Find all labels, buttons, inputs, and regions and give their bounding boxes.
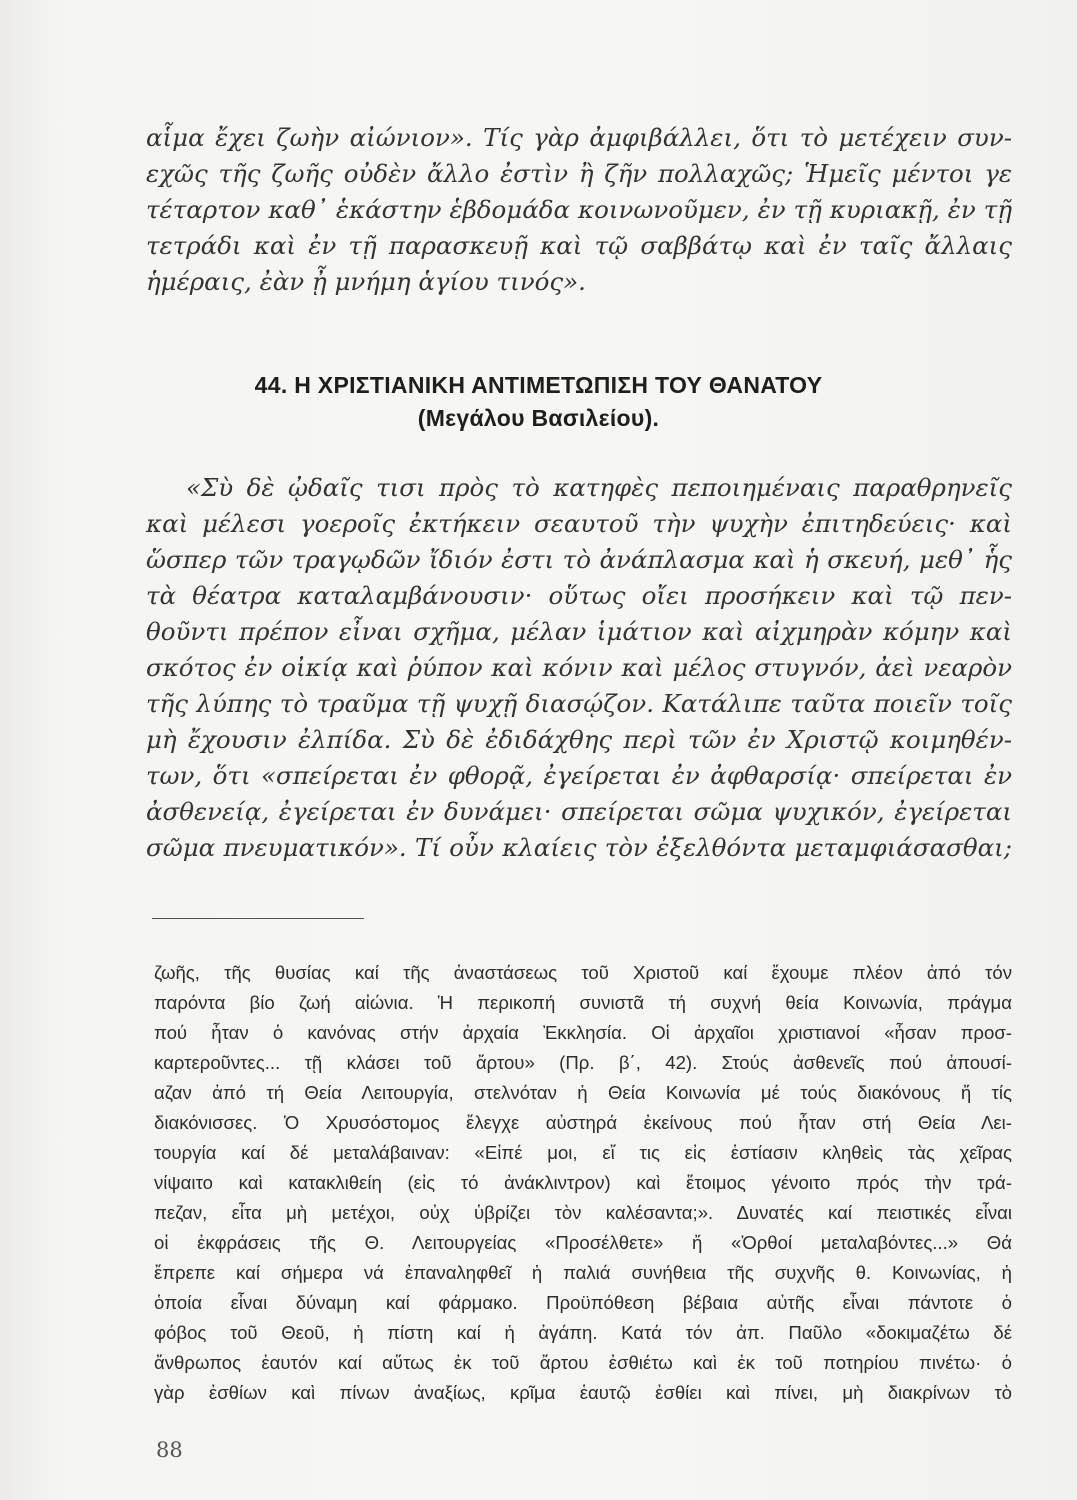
footnote-line: τουργία καί δέ μεταλάβαιναν: «Εἰπέ μοι, εἴ τις εἰς ἑστίασιν κληθεὶς τὰς χεῖρας bbox=[154, 1142, 1012, 1163]
text-line: «Σὺ δὲ ᾠδαῖς τισι πρὸς τὸ κατηφὲς πεποιημέναις παραθρηνεῖς bbox=[186, 473, 1012, 502]
section-heading: 44. Η ΧΡΙΣΤΙΑΝΙΚΗ ΑΝΤΙΜΕΤΩΠΙΣΗ ΤΟΥ ΘΑΝΑΤΟΥ bbox=[254, 372, 823, 398]
text-line: ἀσθενείᾳ, ἐγείρεται ἐν δυνάμει· σπείρεται σῶμα ψυχικόν, ἐγείρεται bbox=[146, 797, 1012, 826]
text-line: ὥσπερ τῶν τραγῳδῶν ἴδιόν ἐστι τὸ ἀνάπλασμα καὶ ἡ σκευή, μεθ᾿ ἧς bbox=[146, 545, 1012, 574]
footnote-line: ἔπρεπε καί σήμερα νά ἐπαναληφθεῖ ἡ παλιά συνήθεια τῆς συχνῆς θ. Κοινωνίας, ἡ bbox=[154, 1262, 1012, 1283]
text-line: σκότος ἐν οἰκίᾳ καὶ ῥύπον καὶ κόνιν καὶ μέλος στυγνόν, ἀεὶ νεαρὸν bbox=[146, 653, 1012, 682]
footnote-line: διακόνισσες. Ὁ Χρυσόστομος ἔλεγχε αὐστηρά ἐκείνους πού ἦταν στή Θεία Λει- bbox=[154, 1112, 1012, 1133]
footnote-line: πεζαν, εἶτα μὴ μετέχοι, οὐχ ὑβρίζει τὸν καλέσαντα;». Δυνατές καί πειστικές εἶναι bbox=[154, 1202, 1012, 1223]
footnote-separator bbox=[152, 918, 364, 919]
text-line: τετράδι καὶ ἐν τῇ παρασκευῇ καὶ τῷ σαββάτῳ καὶ ἐν ταῖς ἄλλαις bbox=[146, 231, 1012, 260]
footnote-line: φόβος τοῦ Θεοῦ, ἡ πίστη καί ἡ ἀγάπη. Κατά τόν ἀπ. Παῦλο «δοκιμαζέτω δέ bbox=[154, 1322, 1012, 1343]
footnote-line: ὁποία εἶναι δύναμη καί φάρμακο. Προϋπόθεση βέβαια αὐτῆς εἶναι πάντοτε ὁ bbox=[154, 1292, 1012, 1313]
text-line: αἷμα ἔχει ζωὴν αἰώνιον». Τίς γὰρ ἀμφιβάλλει, ὅτι τὸ μετέχειν συν- bbox=[146, 123, 1012, 152]
text-line: θοῦντι πρέπον εἶναι σχῆμα, μέλαν ἱμάτιον καὶ αἰχμηρὰν κόμην καὶ bbox=[146, 617, 1012, 646]
footnote-line: παρόντα βίο ζωή αἰώνια. Ἡ περικοπή συνιστᾶ τή συχνή θεία Κοινωνία, πράγμα bbox=[154, 992, 1012, 1013]
text-line: τὰ θέατρα καταλαμβάνουσιν· οὕτως οἴει προσήκειν καὶ τῷ πεν- bbox=[146, 581, 1012, 610]
text-line: ἡμέραις, ἐὰν ᾖ μνήμη ἁγίου τινός». bbox=[146, 267, 586, 296]
section-subheading: (Μεγάλου Βασιλείου). bbox=[417, 405, 660, 431]
text-line: τῆς λύπης τὸ τραῦμα τῇ ψυχῇ διασῴζον. Κατάλιπε ταῦτα ποιεῖν τοῖς bbox=[146, 689, 1012, 718]
footnote-line: καρτεροῦντες... τῇ κλάσει τοῦ ἄρτου» (Πρ. β΄, 42). Στούς ἀσθενεῖς πού ἀπουσί- bbox=[154, 1052, 1012, 1073]
text-line: μὴ ἔχουσιν ἐλπίδα. Σὺ δὲ ἐδιδάχθης περὶ τῶν ἐν Χριστῷ κοιμηθέν- bbox=[146, 725, 1012, 754]
footnote-line: πού ἦταν ὁ κανόνας στήν ἀρχαία Ἐκκλησία. Οἱ ἀρχαῖοι χριστιανοί «ἦσαν προσ- bbox=[154, 1022, 1012, 1043]
text-line: σῶμα πνευματικόν». Τί οὖν κλαίεις τὸν ἐξελθόντα μεταμφιάσασθαι; bbox=[146, 833, 1012, 862]
page-number: 88 bbox=[156, 1438, 183, 1462]
footnote-line: ζωῆς, τῆς θυσίας καί τῆς ἀναστάσεως τοῦ Χριστοῦ καί ἔχουμε πλέον ἀπό τόν bbox=[154, 962, 1012, 983]
text-line: τέταρτον καθ᾿ ἑκάστην ἑβδομάδα κοινωνοῦμεν, ἐν τῇ κυριακῇ, ἐν τῇ bbox=[146, 195, 1012, 224]
footnote-line: νίψαιτο καὶ κατακλιθείη (εἰς τό ἀνάκλιντρον) καὶ ἕτοιμος γένοιτο πρός τὴν τρά- bbox=[154, 1172, 1012, 1193]
footnote-line: αζαν ἀπό τή Θεία Λειτουργία, στελνόταν ἡ Θεία Κοινωνία μέ τούς διακόνους ἤ τίς bbox=[154, 1082, 1012, 1103]
footnote-line: ἄνθρωπος ἑαυτόν καί αὕτως ἐκ τοῦ ἄρτου ἐσθιέτω καὶ ἐκ τοῦ ποτηρίου πινέτω· ὁ bbox=[154, 1352, 1012, 1373]
footnote-line: γὰρ ἐσθίων καὶ πίνων ἀναξίως, κρῖμα ἑαυτῷ ἐσθίει καὶ πίνει, μὴ διακρίνων τὸ bbox=[154, 1382, 1012, 1403]
footnote-line: οἱ ἐκφράσεις τῆς Θ. Λειτουργείας «Προσέλθετε» ἤ «Ὀρθοί μεταλαβόντες...» Θά bbox=[154, 1232, 1012, 1253]
text-line: καὶ μέλεσι γοεροῖς ἐκτήκειν σεαυτοῦ τὴν ψυχὴν ἐπιτηδεύεις· καὶ bbox=[146, 509, 1012, 538]
text-line: των, ὅτι «σπείρεται ἐν φθορᾷ, ἐγείρεται ἐν ἀφθαρσίᾳ· σπείρεται ἐν bbox=[146, 761, 1012, 790]
text-line: εχῶς τῆς ζωῆς οὐδὲν ἄλλο ἐστὶν ἢ ζῆν πολλαχῶς; Ἡμεῖς μέντοι γε bbox=[146, 159, 1012, 188]
